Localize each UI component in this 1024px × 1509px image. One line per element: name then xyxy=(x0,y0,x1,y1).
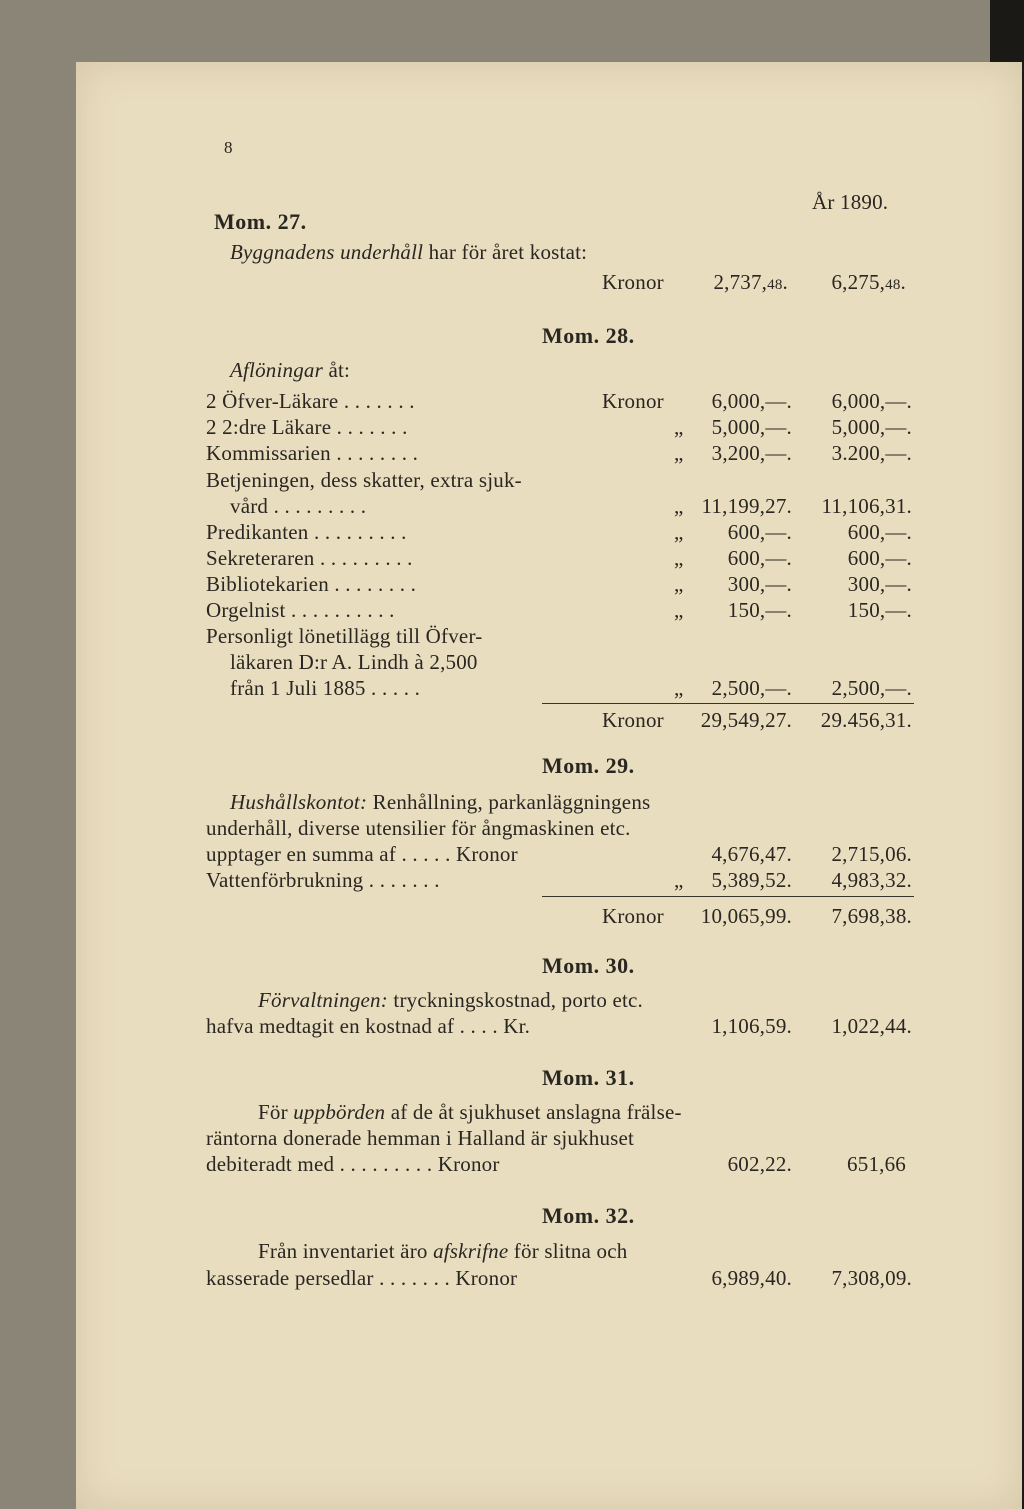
mom28-row-value-2: 3.200,—. xyxy=(831,441,912,465)
mom30-line-2-label: hafva medtagit en kostnad af . . . . Kr. xyxy=(206,1014,531,1038)
mom29-line-3-label: upptager en summa af . . . . . Kronor xyxy=(206,842,518,866)
mom27-v1-dec: 48 xyxy=(767,277,783,293)
mom28-row-value-2: 600,—. xyxy=(847,546,912,570)
mom30-line1-rest: tryckningskostnad, porto etc. xyxy=(387,988,643,1012)
mom28-row-value-1: 300,—. xyxy=(727,572,792,596)
year-header: År 1890. xyxy=(812,190,889,214)
mom28-row-value-1: 11,199,27. xyxy=(701,494,792,518)
mom29-total-value-2: 7,698,38. xyxy=(831,904,912,928)
mom28-row-label: Personligt lönetillägg till Öfver- xyxy=(206,624,483,648)
mom31-line1-italic: uppbörden xyxy=(293,1100,386,1124)
mom27-v1-end: . xyxy=(782,270,788,294)
mom32-line-2-value-1: 6,989,40. xyxy=(711,1266,792,1290)
mom29-line-3-value-1: 4,676,47. xyxy=(711,842,792,866)
mom28-row-currency: „ xyxy=(674,546,684,570)
mom28-heading: Mom. 28. xyxy=(542,323,635,348)
mom32-line1-italic: afskrifne xyxy=(433,1239,509,1263)
mom28-row-value-2: 2,500,—. xyxy=(831,676,912,700)
mom27-v2-main: 6,275, xyxy=(831,270,886,294)
mom28-row-value-2: 11,106,31. xyxy=(821,494,912,518)
mom32-line-2-value-2: 7,308,09. xyxy=(831,1266,912,1290)
mom28-row-label: Predikanten . . . . . . . . . xyxy=(206,520,407,544)
mom27-v1-main: 2,737, xyxy=(713,270,768,294)
mom30-line-2-value-2: 1,022,44. xyxy=(831,1014,912,1038)
mom28-row-value-1: 600,—. xyxy=(727,520,792,544)
mom28-row-value-2: 300,—. xyxy=(847,572,912,596)
mom32-line1-a: Från inventariet äro xyxy=(258,1239,434,1263)
mom28-row-value-1: 2,500,—. xyxy=(711,676,792,700)
mom28-row-currency: „ xyxy=(674,494,684,518)
mom28-row-value-2: 150,—. xyxy=(847,598,912,622)
mom31-heading: Mom. 31. xyxy=(542,1065,635,1090)
mom28-row-label: Betjeningen, dess skatter, extra sjuk- xyxy=(206,468,522,492)
mom28-total-kronor: Kronor xyxy=(602,708,664,732)
mom29-line-4-value-1: 5,389,52. xyxy=(711,868,792,892)
mom29-line-3-value-2: 2,715,06. xyxy=(831,842,912,866)
mom30-line-2-value-1: 1,106,59. xyxy=(711,1014,792,1038)
mom29-line1-italic: Hushållskontot: xyxy=(230,790,368,814)
mom27-heading: Mom. 27. xyxy=(214,209,307,234)
mom29-total-rule xyxy=(542,896,914,897)
document-page xyxy=(76,62,1022,1509)
mom27-kronor: Kronor xyxy=(602,270,664,294)
mom28-intro-rest: åt: xyxy=(323,358,351,382)
mom31-line-3-value-1: 602,22. xyxy=(727,1152,792,1176)
mom28-row-currency: „ xyxy=(674,441,684,465)
mom29-line1-rest: Renhållning, parkanläggningens xyxy=(367,790,651,814)
mom28-row-label: Orgelnist . . . . . . . . . . xyxy=(206,598,395,622)
mom27-label xyxy=(230,240,587,264)
mom29-line-2: underhåll, diverse utensilier för ångmaskinen etc. xyxy=(206,816,631,840)
mom27-label-italic: Byggnadens underhåll xyxy=(230,240,424,264)
mom28-row-label: 2 2:dre Läkare . . . . . . . xyxy=(206,415,408,439)
mom31-line1-rest: af de åt sjukhuset anslagna frälse- xyxy=(385,1100,682,1124)
mom27-label-rest: har för året kostat: xyxy=(423,240,588,264)
mom28-row-label: 2 Öfver-Läkare . . . . . . . xyxy=(206,389,415,413)
mom29-line-4-value-2: 4,983,32. xyxy=(831,868,912,892)
mom28-row-currency: „ xyxy=(674,415,684,439)
mom28-row-value-1: 150,—. xyxy=(727,598,792,622)
mom28-row-value-2: 600,—. xyxy=(847,520,912,544)
mom32-heading: Mom. 32. xyxy=(542,1203,635,1228)
mom28-row-label: Bibliotekarien . . . . . . . . xyxy=(206,572,417,596)
mom32-line-1 xyxy=(258,1239,627,1263)
mom28-row-label: från 1 Juli 1885 . . . . . xyxy=(230,676,421,700)
mom31-line-2: räntorna donerade hemman i Halland är sjukhuset xyxy=(206,1126,635,1150)
mom28-intro-italic: Aflöningar xyxy=(230,358,324,382)
mom28-row-value-1: 3,200,—. xyxy=(711,441,792,465)
mom28-row-currency: „ xyxy=(674,520,684,544)
mom29-total-kronor: Kronor xyxy=(602,904,664,928)
mom28-row-value-2: 6,000,—. xyxy=(831,389,912,413)
mom29-line-4-currency: „ xyxy=(674,868,684,892)
mom28-total-rule xyxy=(542,703,914,704)
mom28-row-label: Kommissarien . . . . . . . . xyxy=(206,441,419,465)
mom31-line-1 xyxy=(258,1100,682,1124)
mom29-line-1 xyxy=(230,790,650,814)
mom28-row-value-2: 5,000,—. xyxy=(831,415,912,439)
mom28-total-value-2: 29.456,31. xyxy=(820,708,912,732)
mom31-line-3-label: debiteradt med . . . . . . . . . Kronor xyxy=(206,1152,500,1176)
mom28-row-currency: „ xyxy=(674,598,684,622)
mom31-line-3-value-2: 651,66 xyxy=(847,1152,906,1176)
mom30-heading: Mom. 30. xyxy=(542,953,635,978)
mom28-row-label: vård . . . . . . . . . xyxy=(230,494,367,518)
page-number: 8 xyxy=(224,138,233,157)
mom29-total-value-1: 10,065,99. xyxy=(700,904,792,928)
mom27-v2-dec: 48 xyxy=(885,277,901,293)
mom28-row-currency: „ xyxy=(674,676,684,700)
mom27-value-1 xyxy=(676,270,788,297)
mom28-row-value-1: 6,000,—. xyxy=(711,389,792,413)
mom29-line-4-label: Vattenförbrukning . . . . . . . xyxy=(206,868,440,892)
mom29-heading: Mom. 29. xyxy=(542,753,635,778)
mom27-v2-end: . xyxy=(900,270,906,294)
mom28-row-label: läkaren D:r A. Lindh à 2,500 xyxy=(230,650,478,674)
mom30-line1-italic: Förvaltningen: xyxy=(258,988,388,1012)
mom28-total-value-1: 29,549,27. xyxy=(700,708,792,732)
mom30-line-1 xyxy=(258,988,643,1012)
mom27-value-2 xyxy=(796,270,906,297)
mom28-row-currency: Kronor xyxy=(602,389,664,413)
mom32-line-2-label: kasserade persedlar . . . . . . . Kronor xyxy=(206,1266,518,1290)
mom32-line1-rest: för slitna och xyxy=(508,1239,628,1263)
mom28-row-currency: „ xyxy=(674,572,684,596)
mom31-line1-a: För xyxy=(258,1100,294,1124)
mom28-intro xyxy=(230,358,350,382)
mom28-row-value-1: 600,—. xyxy=(727,546,792,570)
mom28-row-value-1: 5,000,—. xyxy=(711,415,792,439)
mom28-row-label: Sekreteraren . . . . . . . . . xyxy=(206,546,413,570)
